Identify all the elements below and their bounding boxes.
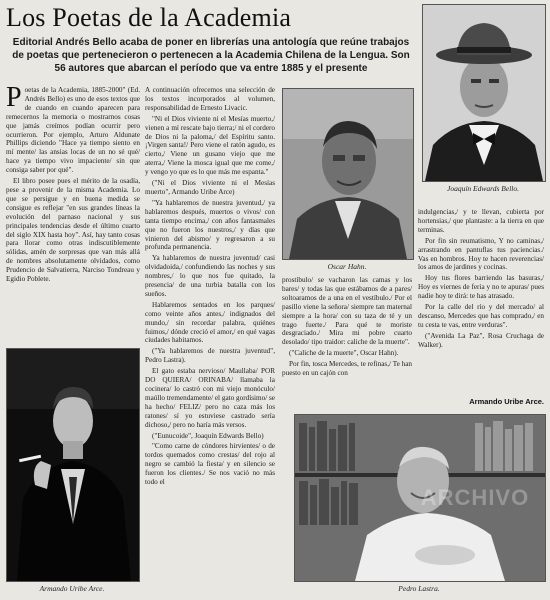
paragraph: Hoy tus flores barriendo las basuras,/ Hoy es viernes de feria y no te apuras/ pues nadie hoy te dirá: te has atrasado.	[418, 274, 544, 301]
text-column-3	[282, 276, 412, 411]
text-column-1	[6, 86, 140, 341]
paragraph: ("Ya hablaremos de nuestra juventud", Pedro Lastra).	[145, 347, 275, 365]
caption-armando: Armando Uribe Arce.	[39, 584, 105, 593]
paragraph: ("Eunucoide", Joaquín Edwards Bello)	[152, 431, 264, 440]
paragraph: Poetas de la Academia, 1885-2000" (Ed. Andrés Bello) es uno de esos textos que de cuando en cuando aparecen para remecernos la memoria o mostrarnos cosas que jamás creímos podían ocurrir pero ocurrieron. Por ejemplo, Arturo Aldunate Phillips diciendo "Hace ya tiempo siento en mí mente/ las ansias locas de un no sé qué/ hace ya tiempo vivo impaciente/ sin que consiga saber por qué".	[6, 86, 140, 175]
caption-oscar: Oscar Hahn.	[327, 262, 367, 271]
headline: Los Poetas de la Academia	[6, 3, 292, 32]
paragraph: ("Caliche de la muerte", Oscar Hahn).	[289, 349, 399, 358]
paragraph: El libro posee pues el mérito de la osadía, pese a provenir de la misma Academia. Lo que se persigue y en buena medida se consigue es reflejar "en sus grandes líneas la evolución del parnaso nacional y sus principales tendencias desde el último cuarto del siglo XIX hasta hoy". Así, hay tanto cosas para llorar como otras indiscutiblemente sólidas, amén de sorpresas que van más allá de nombres absolutamente olvidados, como Prudencio de Salvatierra, Narciso Tondreau y Egidio Poblete.	[6, 177, 140, 284]
paragraph: El gato estaba nervioso/ Maullaba/ POR DO QUIERA/ ORINABA/ llamaba la cocinera/ lo castró con mi viejo monóculo/ maúllo tremendamente/ el gato gordísimo/ se ha hecho/ FELIZ/ pero no caza más los ratones/ sí yo estuviese castrado sería dichoso,/ pero no haría más versos.	[145, 367, 275, 429]
paragraph: prostíbulo/ se vacharon las camas y los bares/ y todas las que estábamos de a pares/ soltoaramos de a una en el vestíbulo./ Por el pasillo viene la señora/ siempre tan maternal siempre a la hora/ con su taza de té y un trago fuerte./ Para qué te moriste desgraciado./ Mira mi pobre cuarto desolado/ tipo traidor: caliche de la muerte".	[282, 276, 412, 347]
paragraph: ("Ni el Dios viviente ni el Mesías muerto", Armando Uribe Arce)	[145, 179, 275, 196]
text-column-4	[418, 208, 544, 390]
photo-joaquin-edwards	[422, 4, 546, 182]
caption-pedro: Pedro Lastra.	[398, 584, 440, 593]
text-column-2	[145, 86, 275, 591]
paragraph: indulgencias,/ y te llevan, cubierta por hortensias,/ que plantaste: a la tierra en que terminas.	[418, 208, 544, 234]
drop-cap: P	[6, 86, 22, 113]
paragraph: "Ni el Dios viviente ni el Mesías muerto,/ vienen a mí rescate bajo tierra;/ ni el cordero de Dios ni la paloma,/ del Espíritu santo. ¡Virgen santa!/ Pero viene el ratón agudo, es cierto,/ Viene un gusano viejo que me aterra,/ Viene la mosca igual que me come,/ y vengo yo que es lo que más me espanta."	[145, 114, 275, 177]
photo-oscar-hahn	[282, 88, 414, 260]
photo-pedro-lastra	[294, 414, 546, 582]
paragraph: Por fin sin reumatismo, Y no caminas,/ arrastrando en pantuflas tus paciencias./ Vas en hombros. Hoy te hacen reverencias/ los amos de jardines y cocinas.	[418, 236, 544, 272]
deck-summary: Editorial Andrés Bello acaba de poner en librerías una antología que reúne trabajos de poetas que pertenecieron o pertenecen a la Academia Chilena de la Lengua. Son 56 autores que abarcan el período que va entre 1885 y el presente	[12, 37, 410, 74]
paragraph: Por la calle del río y del mercado/ al descanso, Mercedes que has comprado,/ en tu cesta te vas, entre verduras".	[418, 303, 544, 329]
caption-joaquin: Joaquín Edwards Bello.	[446, 184, 519, 193]
paragraph: Ya hablaremos de nuestra juventud/ casi olvidadoida,/ confundiendo las noches y sus nombres,/ lo que nos fue quitado, la presencia/ de una turbia batalla con los sueños.	[145, 254, 275, 298]
byline: Armando Uribe Arce.	[469, 397, 544, 406]
paragraph: Hablaremos sentados en los parques/ como veinte años antes,/ indignados del mundo,/ sin recordar palabra, quiénes fuimos,/ dónde creció el amor,/ en qué vagas ciudades habitamos.	[145, 300, 275, 345]
watermark: ARCHIVO	[420, 485, 530, 510]
paragraph: "Ya hablaremos de nuestra juventud,/ ya hablaremos después, muertos o vivos/ con tanta tiempo encima,/ con años fantasmales que no fueron los nuestros,/ y días que vinieron del abismo/ y regresaron a su profunda permanencia.	[145, 198, 275, 252]
paragraph: ("Avenida La Paz", Rosa Cruchaga de Walker).	[418, 331, 544, 349]
photo-armando-uribe	[6, 348, 140, 582]
paragraph: Por fin, tosca Mercedes, te refinas,/ Te han puesto en un cajón con	[282, 360, 412, 378]
paragraph: "Como carne de cóndores hirvientes/ o de tordos quemados como crestas/ del rojo al negro se cambió la fiesta/ y en silencio se fueron los clientes./ Se nos vació no más todo el	[145, 442, 275, 487]
paragraph: A continuación ofrecemos una selección de los textos incorporados al volumen, responsabilidad de Ernesto Livacic.	[145, 86, 275, 112]
